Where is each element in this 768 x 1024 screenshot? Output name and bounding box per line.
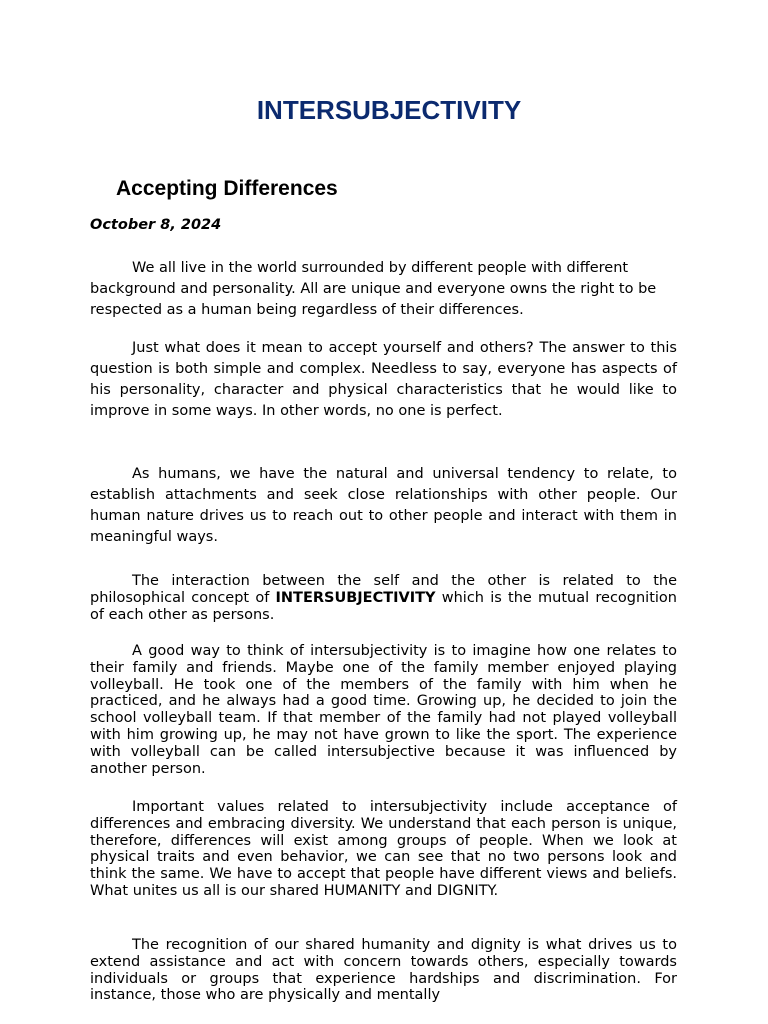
paragraph-7: The recognition of our shared humanity and dignity is what drives us to extend assistance and act with concern towards others, especially towards individuals or groups that experience hardships and discrimination. For instance, those who are physically and mentally — [90, 937, 677, 1004]
document-title: INTERSUBJECTIVITY — [256, 95, 522, 125]
paragraph-3: As humans, we have the natural and universal tendency to relate, to establish attachments and seek close relationships with other people. Our human nature drives us to reach out to other people and interact with them in meaningful ways. — [90, 466, 677, 545]
paragraph-2: Just what does it mean to accept yourself and others? The answer to this question is both simple and complex. Needless to say, everyone has aspects of his personality, character and physical characteristics that he would like to improve in some ways. In other words, no one is perfect. — [90, 340, 677, 419]
paragraph-1: We all live in the world surrounded by different people with different background and personality. All are unique and everyone owns the right to be respected as a human being regardless of their differences. — [90, 260, 657, 318]
paragraph-4-text-end: which is the mutual recognition of each other as persons. — [90, 589, 677, 623]
paragraph-6: Important values related to intersubjectivity include acceptance of differences and embracing diversity. We understand that each person is unique, therefore, differences will exist among groups of people. When we look at physical traits and even behavior, we can see that no two persons look and think the same. We have to accept that people have different views and beliefs. What unites us all is our shared HUMANITY and DIGNITY. — [90, 799, 677, 899]
intersubjectivity-term: INTERSUBJECTIVITY — [275, 589, 436, 606]
document-date: October 8, 2024 — [90, 217, 222, 233]
paragraph-5: A good way to think of intersubjectivity is to imagine how one relates to their family and friends. Maybe one of the family member enjoyed playing volleyball. He took one of the members of the family with him when he practiced, and he always had a good time. Growing up, he decided to join the school volleyball team. If that member of the family had not played volleyball with him growing up, he may not have grown to like the sport. The experience with volleyball can be called intersubjective because it was influenced by another person. — [90, 643, 677, 777]
paragraph-4 — [90, 573, 677, 623]
paragraph-4-text-start: The interaction between the self and the other is related to the philosophical concept of — [90, 573, 677, 606]
section-heading: Accepting Differences — [116, 177, 338, 200]
